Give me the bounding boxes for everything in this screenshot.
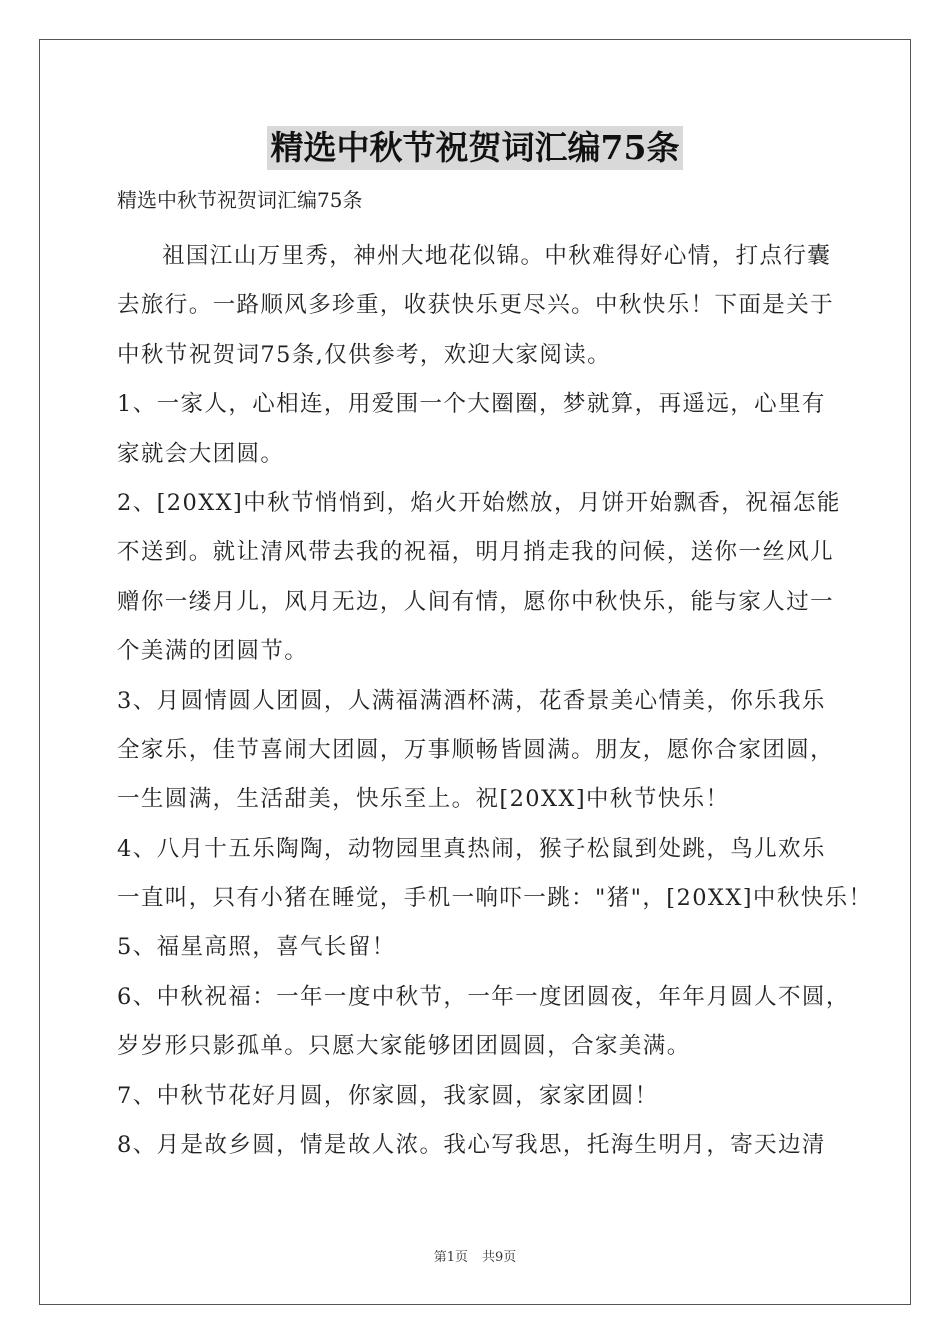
greeting-line: 5、福星高照，喜气长留！ (117, 934, 396, 961)
greeting-line: 2、[20XX]中秋节悄悄到，焰火开始燃放，月饼开始飘香，祝福怎能 (117, 489, 841, 516)
page-number: 第1页 (433, 1250, 468, 1265)
document-subtitle: 精选中秋节祝贺词汇编75条 (117, 188, 363, 212)
intro-line: 去旅行。一路顺风多珍重，收获快乐更尽兴。中秋快乐！下面是关于 (117, 292, 835, 319)
page-count: 共9页 (482, 1250, 517, 1265)
greeting-line: 个美满的团圆节。 (117, 638, 309, 665)
greeting-line: 赠你一缕月儿，风月无边，人间有情，愿你中秋快乐，能与家人过一 (117, 588, 835, 615)
greeting-line: 不送到。就让清风带去我的祝福，明月捎走我的问候，送你一丝风儿 (117, 539, 835, 566)
document-body (117, 232, 873, 1170)
greeting-line: 7、中秋节花好月圆，你家圆，我家圆，家家团圆！ (117, 1082, 659, 1109)
intro-line: 祖国江山万里秀，神州大地花似锦。中秋难得好心情，打点行囊 (162, 243, 832, 269)
intro-line: 中秋节祝贺词75条,仅供参考，欢迎大家阅读。 (117, 341, 612, 368)
greeting-line: 3、月圆情圆人团圆，人满福满酒杯满，花香景美心情美，你乐我乐 (117, 687, 826, 714)
greeting-line: 8、月是故乡圆，情是故人浓。我心写我思，托海生明月，寄天边清 (117, 1132, 826, 1159)
page-footer (0, 1246, 950, 1265)
greeting-line: 岁岁形只影孤单。只愿大家能够团团圆圆，合家美满。 (117, 1033, 691, 1060)
greeting-line: 6、中秋祝福：一年一度中秋节，一年一度团圆夜，年年月圆人不圆， (117, 983, 850, 1010)
greeting-line: 家就会大团圆。 (117, 440, 285, 467)
greeting-line: 全家乐，佳节喜闹大团圆，万事顺畅皆圆满。朋友，愿你合家团圆， (117, 736, 835, 763)
greeting-line: 一直叫，只有小猪在睡觉，手机一响吓一跳："猪"，[20XX]中秋快乐！ (117, 885, 873, 912)
title-container (0, 126, 950, 170)
document-title: 精选中秋节祝贺词汇编75条 (267, 126, 684, 170)
greeting-line: 1、一家人，心相连，用爱围一个大圈圈，梦就算，再遥远，心里有 (117, 391, 826, 418)
greeting-line: 一生圆满，生活甜美，快乐至上。祝[20XX]中秋节快乐！ (117, 786, 730, 813)
greeting-line: 4、八月十五乐陶陶，动物园里真热闹，猴子松鼠到处跳，鸟儿欢乐 (117, 835, 826, 862)
